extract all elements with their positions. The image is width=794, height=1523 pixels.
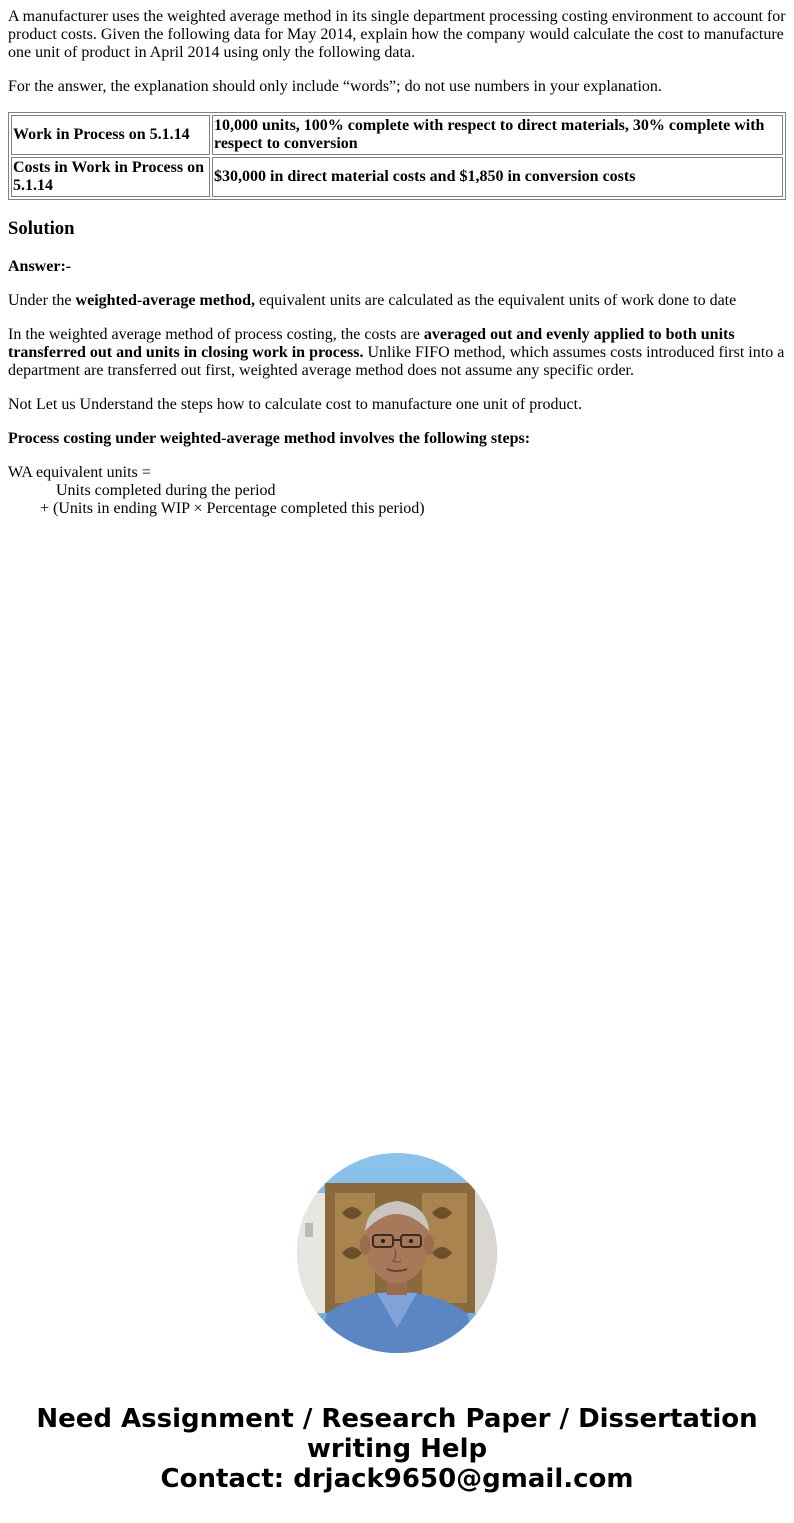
p1-pre: Under the — [8, 292, 76, 309]
promo-banner — [0, 1404, 794, 1494]
table-cell-value: 10,000 units, 100% complete with respect to direct materials, 30% complete with respect to conversion — [212, 115, 783, 155]
answer-label-text: Answer:- — [8, 258, 72, 275]
p2-pre: In the weighted average method of process costing, the costs are — [8, 326, 424, 343]
promo-line-2: writing Help — [306, 1434, 488, 1464]
steps-heading — [8, 430, 786, 448]
p2-post: Unlike FIFO method, which assumes costs introduced first into a department are transferred out first, weighted average method does not assume any specific order. — [8, 344, 785, 379]
promo-line-3: Contact: drjack9650@gmail.com — [160, 1464, 634, 1494]
steps-heading-text: Process costing under weighted-average method involves the following steps: — [8, 430, 531, 447]
table-row — [11, 157, 783, 197]
question-instruction: For the answer, the explanation should only include “words”; do not use numbers in your explanation. — [8, 78, 662, 95]
p1-bold: weighted-average method, — [75, 292, 256, 309]
table-cell-label: Costs in Work in Process on 5.1.14 — [11, 157, 210, 197]
author-avatar — [297, 1153, 497, 1353]
person-photo-icon — [297, 1153, 497, 1353]
p2-bold: averaged out and evenly applied to both units transferred out and units in closing work in process. — [8, 326, 735, 361]
table-row — [11, 115, 783, 155]
solution-paragraph-3: Not Let us Understand the steps how to calculate cost to manufacture one unit of product. — [8, 396, 583, 413]
solution-paragraph-1 — [8, 292, 786, 310]
formula-line-3: + (Units in ending WIP × Percentage completed this period) — [40, 500, 425, 517]
data-table — [8, 112, 786, 200]
solution-heading: Solution — [8, 218, 75, 239]
table-cell-value: $30,000 in direct material costs and $1,850 in conversion costs — [212, 157, 783, 197]
answer-label — [8, 258, 786, 276]
formula-line-1: WA equivalent units = — [8, 464, 151, 481]
solution-paragraph-2 — [8, 326, 786, 380]
formula-line-2: Units completed during the period — [56, 482, 276, 499]
formula-block — [8, 464, 786, 518]
table-cell-label: Work in Process on 5.1.14 — [11, 115, 210, 155]
document-content — [8, 8, 786, 518]
p1-post: equivalent units are calculated as the equivalent units of work done to date — [255, 292, 737, 309]
question-intro: A manufacturer uses the weighted average method in its single department processing costing environment to account for product costs. Given the following data for May 2014, explain how the company would calculate the cost to manufacture one unit of product in April 2014 using only the following data. — [8, 8, 786, 61]
promo-line-1: Need Assignment / Research Paper / Dissertation — [36, 1404, 758, 1434]
